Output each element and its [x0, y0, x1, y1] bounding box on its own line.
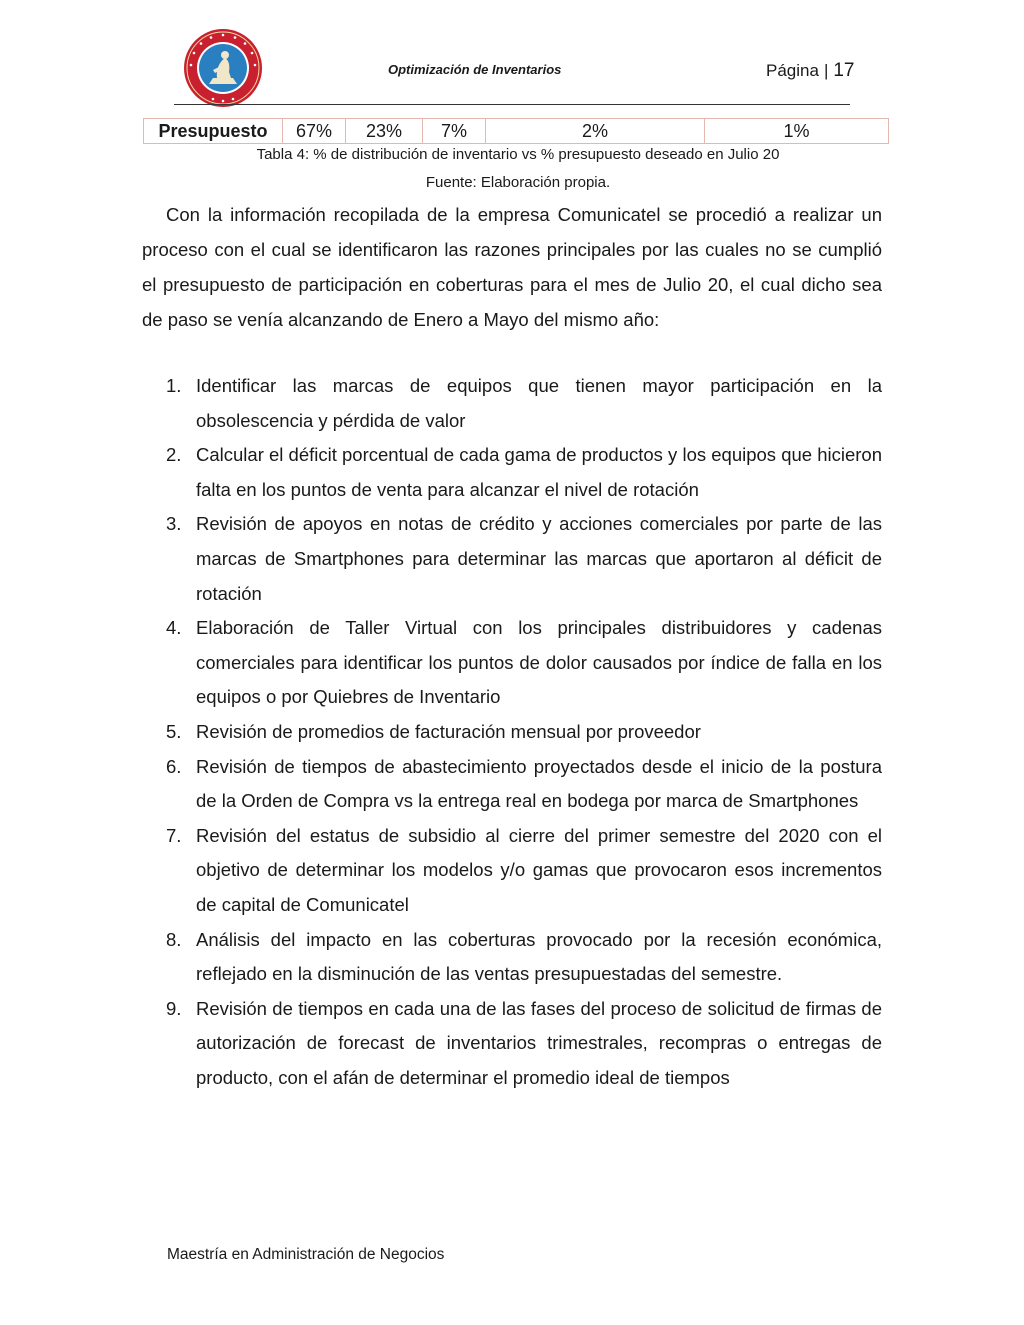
page-number-block: [766, 60, 855, 82]
table-cell: 23%: [346, 119, 423, 144]
list-item-number: 5.: [166, 720, 182, 742]
table-cell-label: Presupuesto: [144, 119, 283, 144]
list-item-text: Análisis del impacto en las coberturas provocado por la recesión económica, reflejado en la disminución de las ventas presupuestadas del semestre.: [196, 928, 882, 985]
page-number: 17: [833, 60, 855, 81]
page-separator: |: [823, 61, 829, 80]
list-item-text: Revisión de apoyos en notas de crédito y acciones comerciales por parte de las marcas de Smartphones para determinar las marcas que aportaron al déficit de rotación: [196, 513, 882, 604]
list-item-text: Identificar las marcas de equipos que tienen mayor participación en la obsolescencia y pérdida de valor: [196, 375, 882, 431]
list-item: [142, 715, 882, 750]
table-cell: 1%: [705, 119, 889, 144]
list-item-number: 7.: [166, 824, 182, 846]
table-cell: 2%: [486, 119, 705, 144]
list-item-number: 8.: [166, 928, 182, 950]
list-item: [142, 923, 882, 992]
table-cell: 67%: [283, 119, 346, 144]
list-item: [142, 438, 882, 507]
table-row: [144, 119, 889, 144]
list-item-number: 1.: [166, 375, 182, 396]
footer-text: Maestría en Administración de Negocios: [167, 1246, 445, 1263]
reasons-list: [142, 369, 882, 1095]
header-title: Optimización de Inventarios: [388, 62, 562, 77]
source-caption: Fuente: Elaboración propia.: [425, 174, 611, 191]
list-item: [142, 819, 882, 923]
list-item-text: Revisión del estatus de subsidio al cierre del primer semestre del 2020 con el objetivo de determinar los modelos y/o gamas que provocaron esos incrementos de capital de Comunicatel: [196, 824, 882, 915]
list-item: [142, 507, 882, 611]
list-item-number: 4.: [166, 617, 182, 639]
list-item-number: 9.: [166, 997, 182, 1019]
list-item: [142, 992, 882, 1096]
list-item-number: 2.: [166, 444, 182, 466]
list-item-number: 6.: [166, 755, 182, 777]
list-item-text: Elaboración de Taller Virtual con los principales distribuidores y cadenas comerciales para identificar los puntos de dolor causados por índice de falla en los equipos o por Quiebres de Inventario: [196, 617, 882, 708]
intro-paragraph: Con la información recopilada de la empresa Comunicatel se procedió a realizar un proceso con el cual se identificaron las razones principales por las cuales no se cumplió el presupuesto de participación en coberturas para el mes de Julio 20, el cual dicho sea de paso se venía alcanzando de Enero a Mayo del mismo año:: [142, 204, 882, 330]
list-item-text: Revisión de tiempos de abastecimiento proyectados desde el inicio de la postura de la Orden de Compra vs la entrega real en bodega por marca de Smartphones: [196, 755, 882, 812]
header-divider: [174, 104, 850, 105]
table-caption: Tabla 4: % de distribución de inventario vs % presupuesto deseado en Julio 20: [256, 146, 780, 163]
table-cell: 7%: [423, 119, 486, 144]
list-item: [142, 750, 882, 819]
list-item-number: 3.: [166, 513, 182, 535]
list-item-text: Calcular el déficit porcentual de cada gama de productos y los equipos que hicieron falta en los puntos de venta para alcanzar el nivel de rotación: [196, 444, 882, 500]
list-item-text: Revisión de promedios de facturación mensual por proveedor: [196, 720, 701, 742]
university-seal-logo: [183, 28, 263, 108]
budget-distribution-table: [143, 118, 889, 144]
list-item: [142, 611, 882, 715]
list-item-text: Revisión de tiempos en cada una de las fases del proceso de solicitud de firmas de autorización de forecast de inventarios trimestrales, recompras o entregas de producto, con el afán de determinar el promedio ideal de tiempos: [196, 997, 882, 1088]
page-label: Página: [766, 61, 819, 80]
list-item: [142, 369, 882, 438]
